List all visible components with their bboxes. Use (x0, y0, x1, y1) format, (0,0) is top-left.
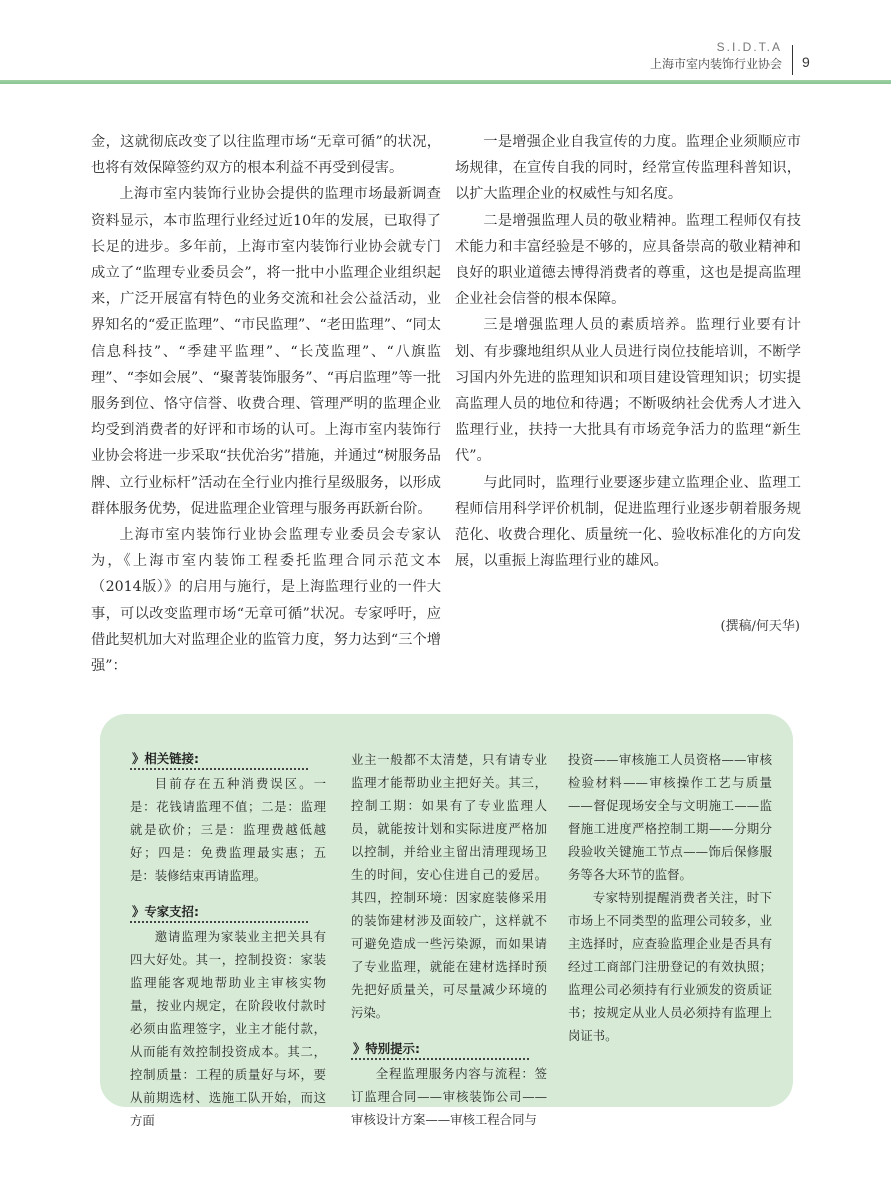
expert-text-part-2: 业主一般都不太清楚，只有请专业监理才能帮助业主把好关。其三，控制工期：如果有了专业监理人员，就能按计划和实际进度严格加以控制，并给业主留出清理现场卫生的时间，安心住进自己的爱居。其四，控制环境：因家庭装修采用的装饰建材涉及面较广，这样就不可避免造成一些污染源，而如果请了专业监理，就能在建材选择时预先把好质量关，可尽量减少环境的污染。 (351, 752, 547, 1020)
sidebar-column-2 (351, 748, 547, 1131)
expert-title: 》专家支招: (132, 904, 199, 919)
special-heading (351, 1038, 529, 1060)
expert-heading (130, 901, 308, 923)
header-organization: 上海市室内装饰行业协会 (649, 57, 782, 71)
sidebar-column-3 (568, 748, 772, 1047)
article-paragraph: 一是增强企业自我宣传的力度。监理企业须顺应市场规律，在宣传自我的同时，经常宣传监理科普知识，以扩大监理企业的权威性与知名度。 (455, 134, 801, 203)
page-number: 9 (802, 54, 810, 70)
heading-dotted-rule (130, 768, 308, 770)
article-paragraph: 与此同时，监理行业要逐步建立监理企业、监理工程师信用科学评价机制，促进监理行业逐步朝着服务规范化、收费合理化、质量统一化、验收标准化的方向发展，以重振上海监理行业的雄风。 (455, 474, 801, 570)
header-divider (792, 45, 793, 75)
sidebar-column-1 (130, 748, 326, 1132)
article-paragraph: 二是增强监理人员的敬业精神。监理工程师仅有技术能力和丰富经验是不够的，应具备崇高的敬业精神和良好的职业道德去博得消费者的尊重，这也是提高监理企业社会信誉的根本保障。 (455, 212, 801, 308)
heading-dotted-rule (130, 921, 308, 923)
heading-dotted-rule (351, 1058, 529, 1060)
process-text-part-2: 投资——审核施工人员资格——审核检验材料——审核操作工艺与质量——督促现场安全与文明施工——监督施工进度严格控制工期——分期分段验收关键施工节点——饰后保修服务等各大环节的监督。 (568, 752, 772, 882)
article-signature: (撰稿/何天华) (720, 619, 800, 634)
article-paragraph: 三是增强监理人员的素质培养。监理行业要有计划、有步骤地组织从业人员进行岗位技能培训，不断学习国内外先进的监理知识和项目建设管理知识；切实提高监理人员的地位和待遇；不断吸纳社会优秀人才进入监理行业，扶持一大批具有市场竞争活力的监理“新生代”。 (455, 317, 801, 465)
article-right-column (455, 129, 801, 574)
expert-text-part-1: 邀请监理为家装业主把关具有四大好处。其一，控制投资：家装监理能客观地帮助业主审核实物量，按业内规定，在阶段收付款时必须由监理签字，业主才能付款，从而能有效控制投资成本。其二，控制质量：工程的质量好与坏，要从前期选材、选施工队开始，而这方面 (130, 929, 326, 1128)
article-left-column (91, 129, 441, 679)
related-links-heading (130, 748, 308, 770)
reminder-text: 专家特别提醒消费者关注，时下市场上不同类型的监理公司较多，业主选择时，应查验监理企业是否具有经过工商部门注册登记的有效执照；监理公司必须持有行业颁发的资质证书；按规定从业人员必须持有监理上岗证书。 (568, 890, 772, 1043)
section-gap (351, 1024, 547, 1038)
header-sidta: S.I.D.T.A (716, 40, 782, 54)
process-text-part-1: 全程监理服务内容与流程：签订监理合同——审核装饰公司——审核设计方案——审核工程合同与 (351, 1066, 547, 1127)
article-paragraph: 金，这就彻底改变了以往监理市场“无章可循”的状况，也将有效保障签约双方的根本利益不再受到侵害。 (91, 134, 441, 177)
section-gap (130, 887, 326, 901)
special-title: 》特别提示: (353, 1041, 420, 1056)
related-links-title: 》相关链接: (132, 751, 199, 766)
page-header (0, 0, 891, 88)
header-accent-line (0, 80, 891, 84)
related-links-text: 目前存在五种消费误区。一是：花钱请监理不值；二是：监理就是砍价；三是：监理费越低越好；四是：免费监理最实惠；五是：装修结束再请监理。 (130, 776, 326, 883)
article-paragraph: 上海市室内装饰行业协会提供的监理市场最新调查资料显示，本市监理行业经过近10年的发展，已取得了长足的进步。多年前，上海市室内装饰行业协会就专门成立了“监理专业委员会”，将一批中小监理企业组织起来，广泛开展富有特色的业务交流和社会公益活动，业界知名的“爱正监理”、“市民监理”、“老田监理”、“同太信息科技”、“季建平监理”、“长茂监理”、“八旗监理”、“李如会展”、“聚菁装饰服务”、“再启监理”等一批服务到位、恪守信誉、收费合理、管理严明的监理企业均受到消费者的好评和市场的认可。上海市室内装饰行业协会将进一步采取“扶优治劣”措施，并通过“树服务品牌、立行业标杆”活动在全行业内推行星级服务，以形成群体服务优势，促进监理企业管理与服务再跃新台阶。 (91, 186, 441, 517)
article-paragraph: 上海市室内装饰行业协会监理专业委员会专家认为，《上海市室内装饰工程委托监理合同示范文本（2014版）》的启用与施行，是上海监理行业的一件大事，可以改变监理市场“无章可循”状况。专家呼吁，应借此契机加大对监理企业的监管力度，努力达到“三个增强”： (91, 527, 441, 675)
